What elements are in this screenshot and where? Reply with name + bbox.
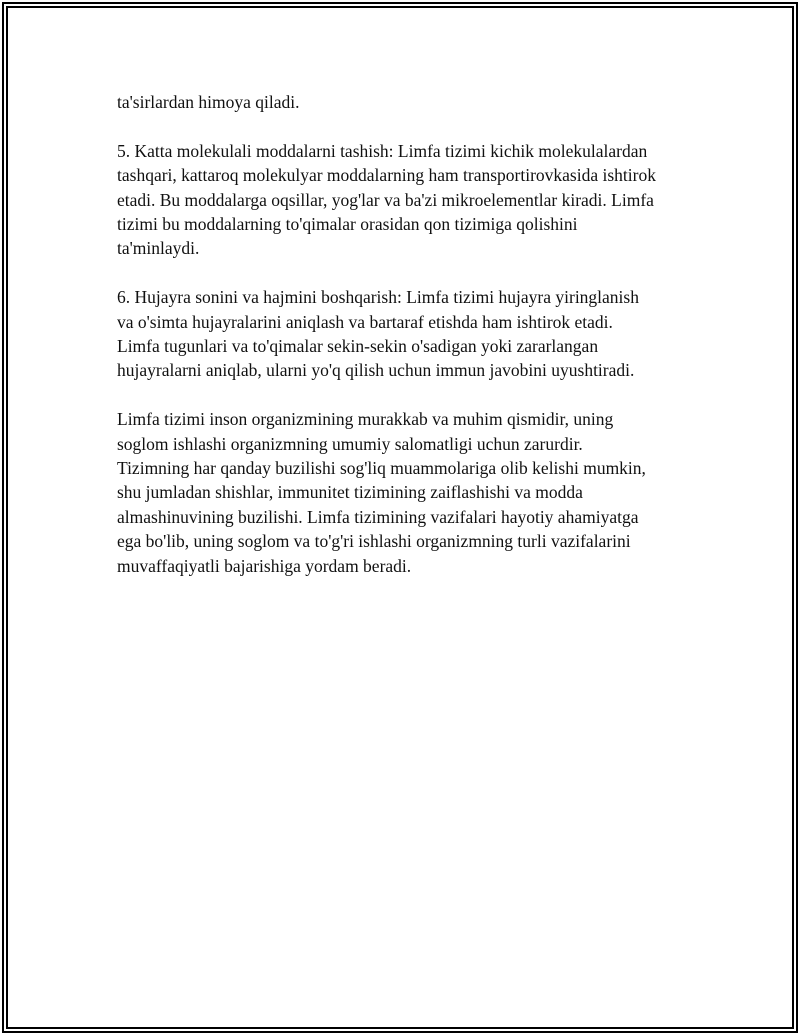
paragraph-continuation: ta'sirlardan himoya qiladi.	[117, 92, 300, 112]
paragraph-item-6: 6. Hujayra sonini va hajmini boshqarish: Limfa tizimi hujayra yiringlanish va o'simta hujayralarini aniqlash va bartaraf etishda ham ishtirok etadi. Limfa tugunlari va to'qimalar sekin-sekin o'sadigan yoki zararlangan hujayralarni aniqlab, ularni yo'q qilish uchun immun javobini uyushtiradi.	[117, 287, 639, 381]
paragraph-conclusion: Limfa tizimi inson organizmining murakkab va muhim qismidir, uning soglom ishlashi organizmning umumiy salomatligi uchun zarurdir. Tizimning har qanday buzilishi sog'liq muammolariga olib kelishi mumkin, shu jumladan shishlar, immunitet tizimining zaiflashishi va modda almashinuvining buzilishi. Limfa tizimining vazifalari hayotiy ahamiyatga ega bo'lib, uning soglom va to'g'ri ishlashi organizmning turli vazifalarini muvaffaqiyatli bajarishiga yordam beradi.	[117, 409, 646, 576]
document-body	[117, 90, 707, 602]
paragraph-item-5: 5. Katta molekulali moddalarni tashish: Limfa tizimi kichik molekulalardan tashqari, kattaroq molekulyar moddalarning ham transportirovkasida ishtirok etadi. Bu moddalarga oqsillar, yog'lar va ba'zi mikroelementlar kiradi. Limfa tizimi bu moddalarning to'qimalar orasidan qon tizimiga qolishini ta'minlaydi.	[117, 140, 656, 259]
